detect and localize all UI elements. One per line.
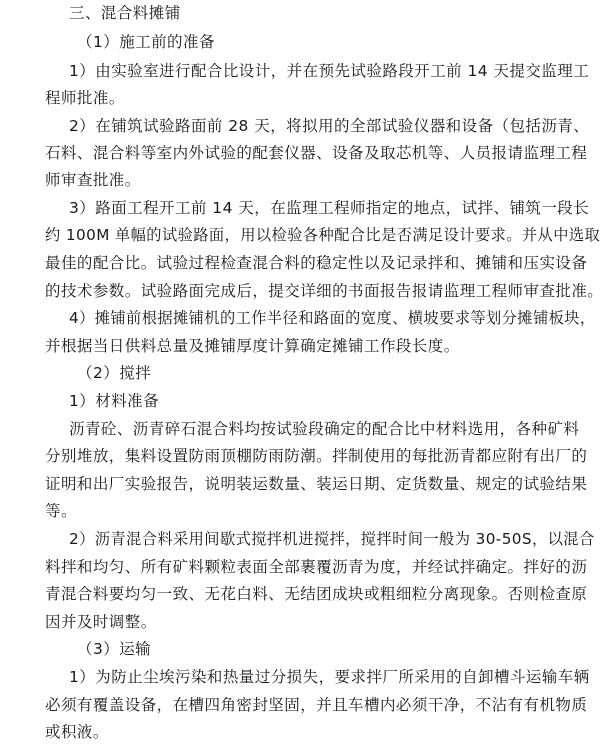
- paragraph-line: 等。: [45, 502, 77, 520]
- paragraph-line: 或积液。: [45, 723, 109, 741]
- item-title-materials: 1）材料准备: [69, 392, 160, 410]
- paragraph-line: 并根据当日供料总量及摊铺厚度计算确定摊铺工作段长度。: [45, 337, 460, 355]
- paragraph-line: 1）由实验室进行配合比设计，并在预先试验路段开工前 14 天提交监理工: [69, 62, 590, 80]
- subsection-title-mixing: （2）搅拌: [77, 364, 152, 382]
- paragraph-line: 3）路面工程开工前 14 天，在监理工程师指定的地点，试拌、铺筑一段长: [69, 199, 590, 217]
- paragraph-line: 证明和出厂实验报告，说明装运数量、装运日期、定货数量、规定的试验结果: [45, 475, 588, 493]
- paragraph-line: 分别堆放，集料设置防雨顶棚防雨防潮。拌制使用的每批沥青都应附有出厂的: [45, 447, 588, 465]
- paragraph-line: 4）摊铺前根据摊铺机的工作半径和路面的宽度、横坡要求等划分摊铺板块，: [69, 309, 596, 327]
- paragraph-line: 沥青砼、沥青碎石混合料均按试验段确定的配合比中材料选用，各种矿料: [69, 420, 580, 438]
- paragraph-line: 师审查批准。: [45, 171, 141, 189]
- paragraph-line: 2）沥青混合料采用间歇式搅拌机进搅拌，搅拌时间一般为 30-50S，以混合: [69, 530, 595, 548]
- subsection-title-transport: （3）运输: [77, 640, 152, 658]
- paragraph-line: 料拌和均匀、所有矿料颗粒表面全部裹覆沥青为度，并经试拌确定。拌好的沥: [45, 558, 588, 576]
- paragraph-line: 约 100M 单幅的试验路面，用以检验各种配合比是否满足设计要求。并从中选取: [45, 226, 601, 244]
- paragraph-line: 必须有覆盖设备，在槽四角密封坚固，并且车槽内必须干净，不沾有有机物质: [45, 696, 588, 714]
- paragraph-line: 因并及时调整。: [45, 613, 157, 631]
- section-title: 三、混合料摊铺: [69, 4, 181, 22]
- paragraph-line: 1）为防止尘埃污染和热量过分损失，要求拌厂所采用的自卸槽斗运输车辆: [69, 668, 590, 686]
- paragraph-line: 石料、混合料等室内外试验的配套仪器、设备及取芯机等、人员报请监理工程: [45, 144, 588, 162]
- paragraph-line: 青混合料要均匀一致、无花白料、无结团成块或粗细粒分离现象。否则检查原: [45, 585, 588, 603]
- paragraph-line: 最佳的配合比。试验过程检查混合料的稳定性以及记录拌和、摊铺和压实设备: [45, 254, 588, 272]
- subsection-title-preparation: （1）施工前的准备: [77, 33, 215, 51]
- paragraph-line: 的技术参数。试验路面完成后，提交详细的书面报告报请监理工程师审查批准。: [45, 282, 604, 300]
- paragraph-line: 2）在铺筑试验路面前 28 天，将拟用的全部试验仪器和设备（包括沥青、: [69, 117, 590, 135]
- paragraph-line: 程师批准。: [45, 89, 125, 107]
